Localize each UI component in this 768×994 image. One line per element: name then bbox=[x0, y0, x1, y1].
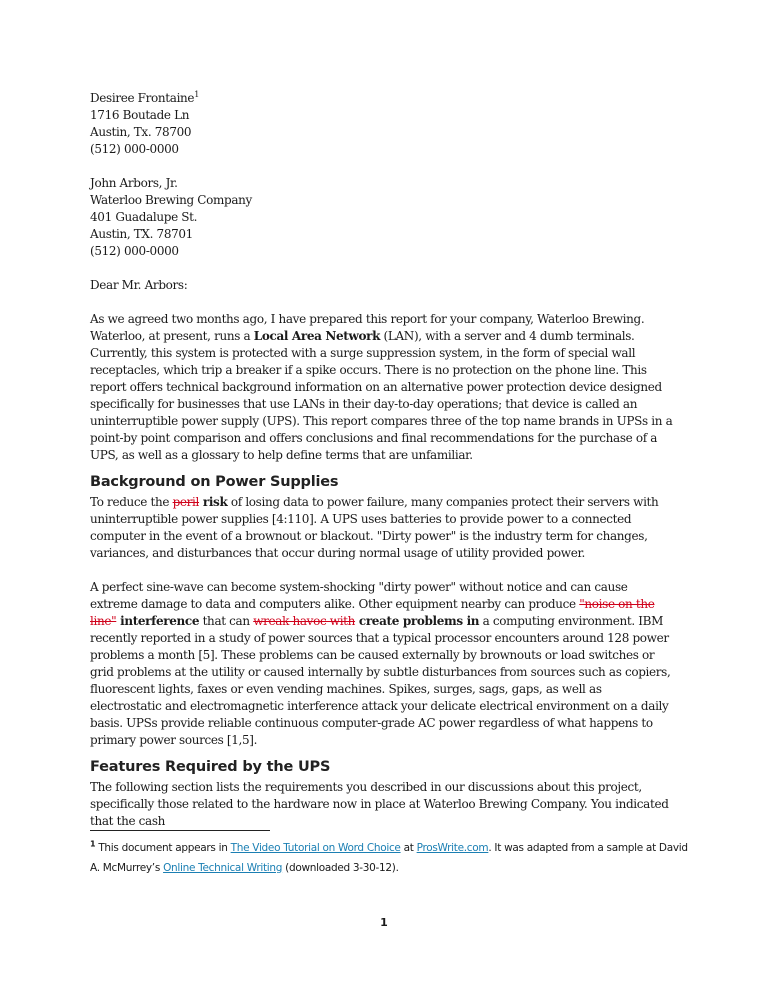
footnote-separator bbox=[90, 830, 270, 831]
features-paragraph: The following section lists the requirements you described in our discussions about this project, specifically those related to the hardware now in place at Waterloo Brewing Company. You indicated that the cash bbox=[90, 780, 669, 828]
deleted-text: peril bbox=[172, 495, 200, 509]
recipient-address bbox=[90, 175, 676, 260]
bold-term: Local Area Network bbox=[253, 329, 381, 343]
letter-body bbox=[90, 90, 676, 830]
recipient-phone: (512) 000-0000 bbox=[90, 244, 179, 258]
section-heading-background: Background on Power Supplies bbox=[90, 474, 339, 490]
link-video-tutorial[interactable]: The Video Tutorial on Word Choice bbox=[230, 842, 401, 854]
recipient-city: Austin, TX. 78701 bbox=[90, 227, 193, 241]
link-proswrite[interactable]: ProsWrite.com bbox=[416, 842, 489, 854]
deleted-text: wreak havoc with bbox=[253, 614, 356, 628]
footnote: $^1$ This document appears in The Video Tutorial on Word Choice at ProsWrite.com. It was adapted from a sample at David A. McMurrey’s Online Technical Writing (downloaded 3-30-12). bbox=[90, 839, 688, 874]
sender-name: Desiree Frontaine bbox=[90, 91, 195, 105]
inserted-text: create problems in bbox=[355, 614, 480, 628]
recipient-street: 401 Guadalupe St. bbox=[90, 210, 198, 224]
sender-street: 1716 Boutade Ln bbox=[90, 108, 190, 122]
intro-paragraph: As we agreed two months ago, I have prepared this report for your company, Waterloo Brewing. Waterloo, at present, runs a Local Area Network (LAN), with a server and 4 dumb terminals. Currently, this system is protected with a surge suppression system, in the form of special wall receptacles, which trip a breaker if a spike occurs. There is no protection on the phone line. This report offers technical background information on an alternative power protection device designed specifically for businesses that use LANs in their day-to-day operations; that device is called an uninterruptible power supply (UPS). This report compares three of the top name brands in UPSs in a point-by point comparison and offers conclusions and final recommendations for the purchase of a UPS, as well as a glossary to help define terms that are unfamiliar. bbox=[90, 312, 673, 462]
link-online-technical-writing[interactable]: Online Technical Writing bbox=[163, 862, 283, 874]
sender-phone: (512) 000-0000 bbox=[90, 142, 179, 156]
inserted-text: interference bbox=[116, 614, 200, 628]
footnote-number: 1 bbox=[90, 839, 96, 849]
salutation: Dear Mr. Arbors: bbox=[90, 278, 188, 292]
inserted-text: risk bbox=[199, 495, 228, 509]
footnote-marker[interactable]: 1 bbox=[194, 90, 199, 99]
recipient-company: Waterloo Brewing Company bbox=[90, 193, 252, 207]
background-paragraph-2: A perfect sine-wave can become system-shocking "dirty power" without notice and can cause extreme damage to data and computers alike. Other equipment nearby can produce "noise on the line" interference that can wreak havoc with create problems in a computing environment. IBM recently reported in a study of power sources that a typical processor encounters around 128 power problems a month [5]. These problems can be caused externally by brownouts or load switches or grid problems at the utility or caused internally by subtle disturbances from sources such as copiers, fluorescent lights, faxes or even vending machines. Spikes, surges, sags, gaps, as well as electrostatic and electromagnetic interference attack your delicate electrical environment on a daily basis. UPSs provide reliable continuous computer-grade AC power regardless of what happens to primary power sources [1,5]. bbox=[90, 580, 671, 747]
section-heading-features: Features Required by the UPS bbox=[90, 759, 331, 775]
background-paragraph-1: To reduce the peril risk of losing data to power failure, many companies protect their servers with uninterruptible power supplies [4:110]. A UPS uses batteries to provide power to a connected computer in the event of a brownout or blackout. "Dirty power" is the industry term for changes, variances, and disturbances that occur during normal usage of utility provided power. bbox=[90, 495, 659, 560]
sender-address bbox=[90, 90, 676, 158]
deleted-text: "noise on the line" bbox=[90, 597, 655, 628]
sender-city: Austin, Tx. 78700 bbox=[90, 125, 192, 139]
page-number: 1 bbox=[380, 916, 388, 929]
recipient-name: John Arbors, Jr. bbox=[90, 176, 178, 190]
